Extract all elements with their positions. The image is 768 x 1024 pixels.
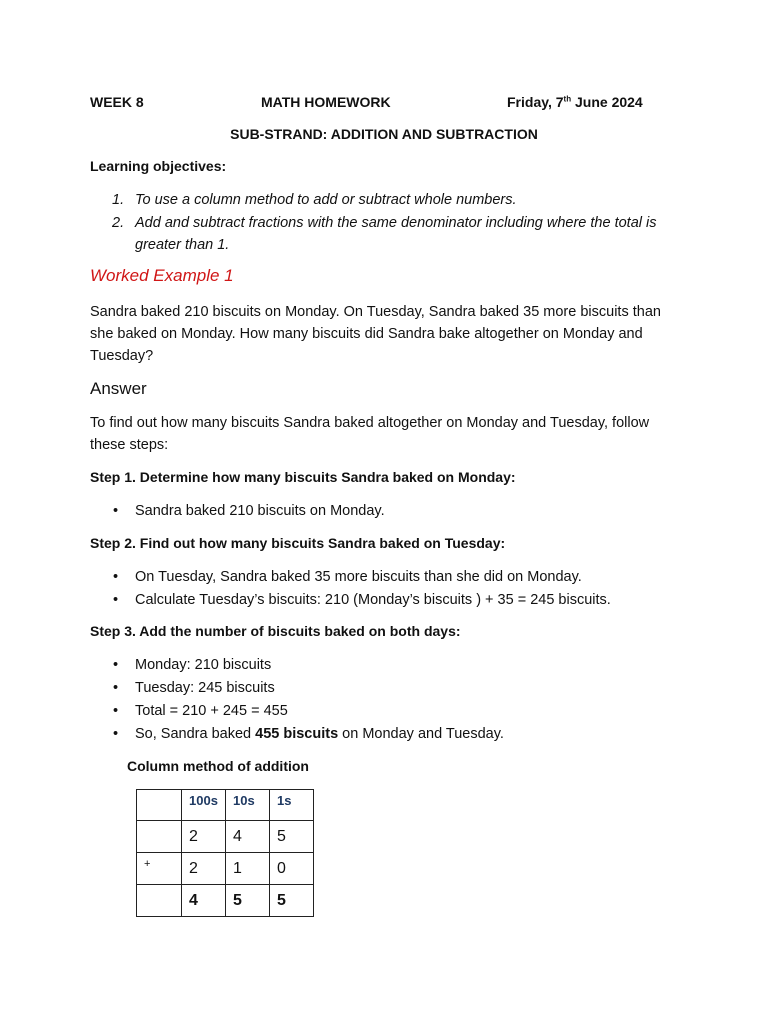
plus-sign: + (137, 853, 182, 885)
bullet-text: Tuesday: 245 biscuits (135, 680, 275, 696)
table-cell: 5 (270, 885, 314, 917)
step-2-heading: Step 2. Find out how many biscuits Sandra baked on Tuesday: (90, 535, 506, 551)
bullet-icon: • (113, 726, 119, 742)
bullet-text: Monday: 210 biscuits (135, 657, 272, 673)
substrand-title: SUB-STRAND: ADDITION AND SUBTRACTION (230, 126, 538, 142)
table-cell: 1 (226, 853, 270, 885)
bullet-item (90, 654, 680, 677)
table-total-row (137, 885, 314, 917)
date-ordinal: th (563, 94, 572, 104)
worked-example-question: Sandra baked 210 biscuits on Monday. On Tuesday, Sandra baked 35 more biscuits than she baked on Monday. How many biscuits did Sandra bake altogether on Monday and Tuesday? (90, 304, 661, 364)
date-prefix: Friday, 7 (507, 94, 564, 110)
table-cell: 1s (270, 790, 314, 821)
table-cell (137, 885, 182, 917)
bullet-text: On Tuesday, Sandra baked 35 more biscuits than she did on Monday. (135, 569, 582, 585)
bullet-item (90, 500, 680, 523)
table-cell: 10s (226, 790, 270, 821)
date-label (507, 94, 643, 110)
table-cell: 2 (182, 821, 226, 853)
objective-text: Add and subtract fractions with the same denominator including where the total is greater than 1. (135, 215, 657, 253)
answer-intro: To find out how many biscuits Sandra baked altogether on Monday and Tuesday, follow these steps: (90, 415, 650, 453)
objective-text: To use a column method to add or subtract whole numbers. (135, 192, 517, 208)
table-cell (137, 790, 182, 821)
column-method-table (136, 789, 314, 917)
table-cell: 100s (182, 790, 226, 821)
table-cell: 4 (226, 821, 270, 853)
bullet-item (90, 700, 680, 723)
subject-label: MATH HOMEWORK (261, 94, 391, 110)
objective-number: 1. (112, 192, 125, 208)
objectives-heading: Learning objectives: (90, 158, 227, 174)
worked-example-title: Worked Example 1 (90, 266, 234, 285)
bullet-text: So, Sandra baked (135, 726, 256, 742)
table-cell: 4 (182, 885, 226, 917)
bullet-icon: • (113, 503, 119, 519)
table-cell: 5 (270, 821, 314, 853)
document-header (90, 94, 650, 114)
step-3-heading: Step 3. Add the number of biscuits baked on both days: (90, 623, 461, 639)
table-row (137, 853, 314, 885)
objective-number: 2. (112, 215, 125, 231)
bullet-icon: • (113, 592, 119, 608)
step-2-bullets (90, 566, 680, 612)
step-1-heading: Step 1. Determine how many biscuits Sandra baked on Monday: (90, 469, 516, 485)
table-cell: 0 (270, 853, 314, 885)
objectives-list (90, 189, 680, 257)
bullet-icon: • (113, 569, 119, 585)
bullet-item (90, 566, 680, 589)
bullet-item (90, 723, 680, 746)
answer-title: Answer (90, 379, 147, 398)
bullet-icon: • (113, 657, 119, 673)
objective-item (90, 212, 680, 256)
bullet-icon: • (113, 703, 119, 719)
bullet-item (90, 677, 680, 700)
column-method-title: Column method of addition (127, 758, 309, 774)
bullet-icon: • (113, 680, 119, 696)
step-1-bullets (90, 500, 680, 523)
table-cell: 2 (182, 853, 226, 885)
week-label: WEEK 8 (90, 94, 144, 110)
table-header-row (137, 790, 314, 821)
table-row (137, 821, 314, 853)
bullet-text: Total = 210 + 245 = 455 (135, 703, 288, 719)
date-rest: June 2024 (571, 94, 643, 110)
bullet-text: Sandra baked 210 biscuits on Monday. (135, 503, 385, 519)
answer-highlight: 455 biscuits (255, 726, 339, 742)
step-3-bullets (90, 654, 680, 746)
objective-item (90, 189, 680, 211)
bullet-text: on Monday and Tuesday. (338, 726, 504, 742)
bullet-text: Calculate Tuesday’s biscuits: 210 (Monday’s biscuits ) + 35 = 245 biscuits. (135, 592, 611, 608)
table-cell: 5 (226, 885, 270, 917)
table-cell (137, 821, 182, 853)
bullet-item (90, 589, 680, 612)
